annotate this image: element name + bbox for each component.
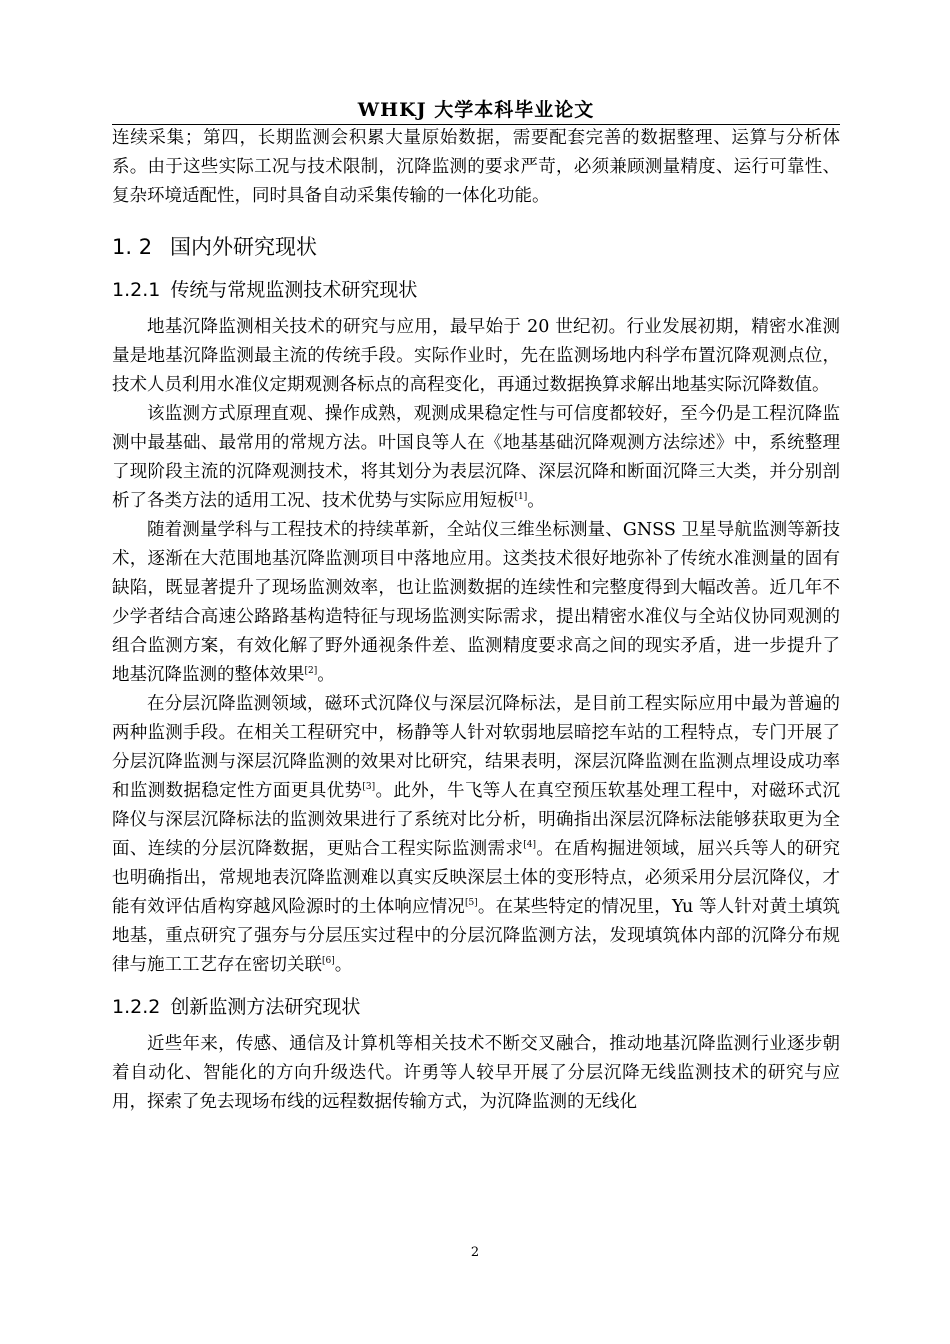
paragraph-2-text: 该监测方式原理直观、操作成熟，观测成果稳定性与可信度都较好，至今仍是工程沉降监测中最基础、最常用的常规方法。叶国良等人在《地基基础沉降观测方法综述》中，系统整理了现阶段主流的沉降观测技术，将其划分为表层沉降、深层沉降和断面沉降三大类，并分别剖析了各类方法的适用工况、技术优势与实际应用短板	[112, 404, 840, 511]
citation-4: [4]	[523, 840, 537, 851]
subsection-heading-2	[112, 992, 840, 1022]
paragraph-2	[112, 400, 840, 516]
paragraph-4-part-c: 。在盾构掘进领域，屈兴兵等人的研究也明确指出，常规地表沉降监测难以真实反映深层土体的变形特点，必须采用分层沉降仪，才能有效评估盾构穿越风险源时的土体响应情况	[112, 839, 841, 917]
paragraph-2-end: 。	[527, 491, 545, 511]
page-content	[112, 124, 840, 1117]
paragraph-3-text: 随着测量学科与工程技术的持续革新，全站仪三维坐标测量、GNSS 卫星导航监测等新技术，逐渐在大范围地基沉降监测项目中落地应用。这类技术很好地弥补了传统水准测量的固有缺陷，既显著提升了现场监测效率，也让监测数据的连续性和完整度得到大幅改善。近几年不少学者结合高速公路路基构造特征与现场监测实际需求，提出精密水准仪与全站仪协同观测的组合监测方案，有效化解了野外通视条件差、监测精度要求高之间的现实矛盾，进一步提升了地基沉降监测的整体效果	[112, 520, 840, 685]
running-header: WHKJ 大学本科毕业论文	[357, 99, 595, 121]
citation-6: [6]	[322, 956, 335, 967]
continuation-paragraph: 连续采集；第四，长期监测会积累大量原始数据，需要配套完善的数据整理、运算与分析体系。由于这些实际工况与技术限制，沉降监测的要求严苛，必须兼顾测量精度、运行可靠性、复杂环境适配性，同时具备自动采集传输的一体化功能。	[112, 128, 840, 206]
paragraph-4-part-b: 。此外，牛飞等人在真空预压软基处理工程中，对磁环式沉降仪与深层沉降标法的监测效果进行了系统对比分析，明确指出深层沉降标法能够获取更为全面、连续的分层沉降数据，更贴合工程实际监测需求	[112, 781, 841, 859]
section-number: 1. 2	[112, 235, 153, 259]
section-heading	[112, 231, 840, 263]
subsection-heading-1	[112, 275, 840, 305]
paragraph-3-end: 。	[317, 665, 335, 685]
citation-5: [5]	[464, 898, 478, 909]
citation-1: [1]	[514, 492, 528, 503]
paragraph-4-part-a: 在分层沉降监测领域，磁环式沉降仪与深层沉降标法，是目前工程实际应用中最为普遍的两种监测手段。在相关工程研究中，杨静等人针对软弱地层暗挖车站的工程特点，专门开展了分层沉降监测与深层沉降监测的效果对比研究，结果表明，深层沉降监测在监测点埋设成功率和监测数据稳定性方面更具优势	[112, 694, 840, 801]
paragraph-3	[112, 516, 840, 690]
subsection-number-1: 1.2.1	[112, 279, 161, 301]
paragraph-4	[112, 690, 840, 980]
citation-3: [3]	[362, 782, 376, 793]
subsection-title-1: 传统与常规监测技术研究现状	[170, 279, 418, 301]
citation-2: [2]	[304, 666, 318, 677]
page-number: 2	[470, 1245, 480, 1260]
paragraph-4-part-e: 。	[334, 955, 353, 975]
paragraph-1: 地基沉降监测相关技术的研究与应用，最早始于 20 世纪初。行业发展初期，精密水准测量是地基沉降监测最主流的传统手段。实际作业时，先在监测场地内科学布置沉降观测点位，技术人员利用水准仪定期观测各标点的高程变化，再通过数据换算求解出地基实际沉降数值。	[112, 317, 840, 395]
paragraph-4-part-d: 。在某些特定的情况里，Yu 等人针对黄土填筑地基，重点研究了强夯与分层压实过程中的分层沉降监测方法，发现填筑体内部的沉降分布规律与施工工艺存在密切关联	[112, 897, 840, 975]
section-title: 国内外研究现状	[170, 235, 317, 259]
paragraph-5: 近些年来，传感、通信及计算机等相关技术不断交叉融合，推动地基沉降监测行业逐步朝着自动化、智能化的方向升级迭代。许勇等人较早开展了分层沉降无线监测技术的研究与应用，探索了免去现场布线的远程数据传输方式，为沉降监测的无线化	[112, 1034, 840, 1112]
subsection-title-2: 创新监测方法研究现状	[170, 996, 361, 1018]
subsection-number-2: 1.2.2	[112, 996, 161, 1018]
